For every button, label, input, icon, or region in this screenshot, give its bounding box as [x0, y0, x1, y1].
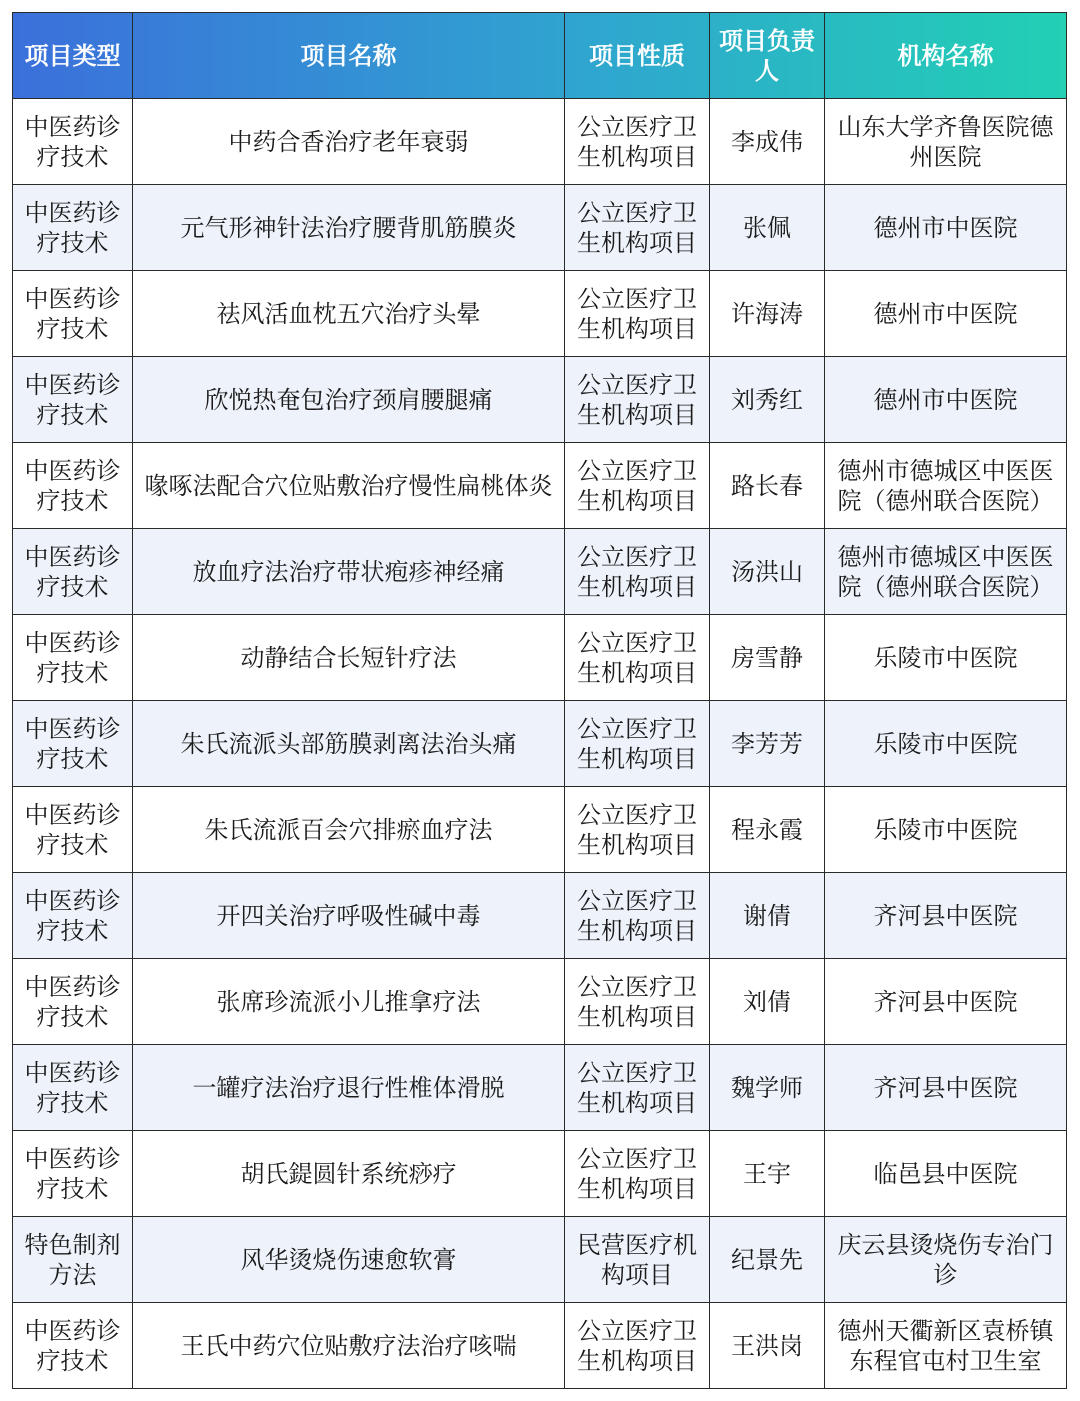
- cell-name: 王氏中药穴位贴敷疗法治疗咳喘: [133, 1303, 565, 1389]
- cell-institution: 德州市中医院: [825, 185, 1067, 271]
- cell-leader: 程永霞: [710, 787, 825, 873]
- cell-name: 风华烫烧伤速愈软膏: [133, 1217, 565, 1303]
- table-row: [13, 615, 1067, 701]
- cell-leader: 刘秀红: [710, 357, 825, 443]
- cell-type: 中医药诊疗技术: [13, 959, 133, 1045]
- cell-name: 张席珍流派小儿推拿疗法: [133, 959, 565, 1045]
- cell-name: 一罐疗法治疗退行性椎体滑脱: [133, 1045, 565, 1131]
- header-name: 项目名称: [133, 13, 565, 99]
- cell-nature: 公立医疗卫生机构项目: [565, 1045, 710, 1131]
- table-row: [13, 1045, 1067, 1131]
- cell-type: 中医药诊疗技术: [13, 185, 133, 271]
- header-institution: 机构名称: [825, 13, 1067, 99]
- cell-nature: 公立医疗卫生机构项目: [565, 787, 710, 873]
- cell-leader: 李成伟: [710, 99, 825, 185]
- cell-nature: 公立医疗卫生机构项目: [565, 701, 710, 787]
- cell-type: 中医药诊疗技术: [13, 787, 133, 873]
- table-row: [13, 185, 1067, 271]
- table-row: [13, 529, 1067, 615]
- cell-type: 中医药诊疗技术: [13, 357, 133, 443]
- table-row: [13, 1131, 1067, 1217]
- table-row: [13, 443, 1067, 529]
- cell-type: 中医药诊疗技术: [13, 701, 133, 787]
- table-row: [13, 873, 1067, 959]
- cell-name: 朱氏流派百会穴排瘀血疗法: [133, 787, 565, 873]
- cell-name: 胡氏鍉圆针系统痧疗: [133, 1131, 565, 1217]
- cell-leader: 谢倩: [710, 873, 825, 959]
- cell-institution: 山东大学齐鲁医院德州医院: [825, 99, 1067, 185]
- cell-institution: 乐陵市中医院: [825, 787, 1067, 873]
- cell-nature: 公立医疗卫生机构项目: [565, 615, 710, 701]
- cell-leader: 路长春: [710, 443, 825, 529]
- cell-name: 祛风活血枕五穴治疗头晕: [133, 271, 565, 357]
- cell-institution: 德州天衢新区袁桥镇东程官屯村卫生室: [825, 1303, 1067, 1389]
- project-table: [12, 12, 1067, 1389]
- cell-leader: 魏学师: [710, 1045, 825, 1131]
- cell-nature: 公立医疗卫生机构项目: [565, 185, 710, 271]
- cell-leader: 房雪静: [710, 615, 825, 701]
- table-row: [13, 1217, 1067, 1303]
- cell-type: 中医药诊疗技术: [13, 271, 133, 357]
- table-row: [13, 787, 1067, 873]
- header-leader: 项目负责人: [710, 13, 825, 99]
- cell-institution: 齐河县中医院: [825, 1045, 1067, 1131]
- cell-institution: 乐陵市中医院: [825, 701, 1067, 787]
- table-row: [13, 271, 1067, 357]
- cell-nature: 公立医疗卫生机构项目: [565, 873, 710, 959]
- cell-institution: 德州市德城区中医医院（德州联合医院）: [825, 443, 1067, 529]
- cell-nature: 公立医疗卫生机构项目: [565, 1303, 710, 1389]
- cell-institution: 庆云县烫烧伤专治门诊: [825, 1217, 1067, 1303]
- cell-name: 放血疗法治疗带状疱疹神经痛: [133, 529, 565, 615]
- cell-leader: 刘倩: [710, 959, 825, 1045]
- cell-leader: 许海涛: [710, 271, 825, 357]
- cell-type: 中医药诊疗技术: [13, 1045, 133, 1131]
- cell-type: 中医药诊疗技术: [13, 873, 133, 959]
- cell-type: 特色制剂方法: [13, 1217, 133, 1303]
- cell-leader: 王洪岗: [710, 1303, 825, 1389]
- table-row: [13, 357, 1067, 443]
- cell-leader: 张佩: [710, 185, 825, 271]
- cell-nature: 公立医疗卫生机构项目: [565, 99, 710, 185]
- table-row: [13, 701, 1067, 787]
- table-row: [13, 959, 1067, 1045]
- cell-leader: 纪景先: [710, 1217, 825, 1303]
- cell-name: 欣悦热奄包治疗颈肩腰腿痛: [133, 357, 565, 443]
- cell-nature: 公立医疗卫生机构项目: [565, 357, 710, 443]
- cell-nature: 公立医疗卫生机构项目: [565, 959, 710, 1045]
- cell-leader: 李芳芳: [710, 701, 825, 787]
- cell-name: 元气形神针法治疗腰背肌筋膜炎: [133, 185, 565, 271]
- cell-type: 中医药诊疗技术: [13, 1131, 133, 1217]
- cell-type: 中医药诊疗技术: [13, 1303, 133, 1389]
- cell-nature: 公立医疗卫生机构项目: [565, 443, 710, 529]
- cell-name: 开四关治疗呼吸性碱中毒: [133, 873, 565, 959]
- cell-institution: 德州市中医院: [825, 357, 1067, 443]
- cell-institution: 德州市德城区中医医院（德州联合医院）: [825, 529, 1067, 615]
- cell-name: 中药合香治疗老年衰弱: [133, 99, 565, 185]
- table-row: [13, 99, 1067, 185]
- cell-leader: 王宇: [710, 1131, 825, 1217]
- cell-institution: 乐陵市中医院: [825, 615, 1067, 701]
- cell-nature: 民营医疗机构项目: [565, 1217, 710, 1303]
- cell-type: 中医药诊疗技术: [13, 529, 133, 615]
- cell-name: 喙啄法配合穴位贴敷治疗慢性扁桃体炎: [133, 443, 565, 529]
- cell-institution: 齐河县中医院: [825, 873, 1067, 959]
- cell-name: 朱氏流派头部筋膜剥离法治头痛: [133, 701, 565, 787]
- cell-type: 中医药诊疗技术: [13, 615, 133, 701]
- cell-name: 动静结合长短针疗法: [133, 615, 565, 701]
- cell-nature: 公立医疗卫生机构项目: [565, 271, 710, 357]
- cell-nature: 公立医疗卫生机构项目: [565, 529, 710, 615]
- cell-nature: 公立医疗卫生机构项目: [565, 1131, 710, 1217]
- cell-type: 中医药诊疗技术: [13, 99, 133, 185]
- cell-institution: 临邑县中医院: [825, 1131, 1067, 1217]
- cell-leader: 汤洪山: [710, 529, 825, 615]
- header-row: [13, 13, 1067, 99]
- cell-type: 中医药诊疗技术: [13, 443, 133, 529]
- header-nature: 项目性质: [565, 13, 710, 99]
- header-type: 项目类型: [13, 13, 133, 99]
- cell-institution: 德州市中医院: [825, 271, 1067, 357]
- cell-institution: 齐河县中医院: [825, 959, 1067, 1045]
- table-row: [13, 1303, 1067, 1389]
